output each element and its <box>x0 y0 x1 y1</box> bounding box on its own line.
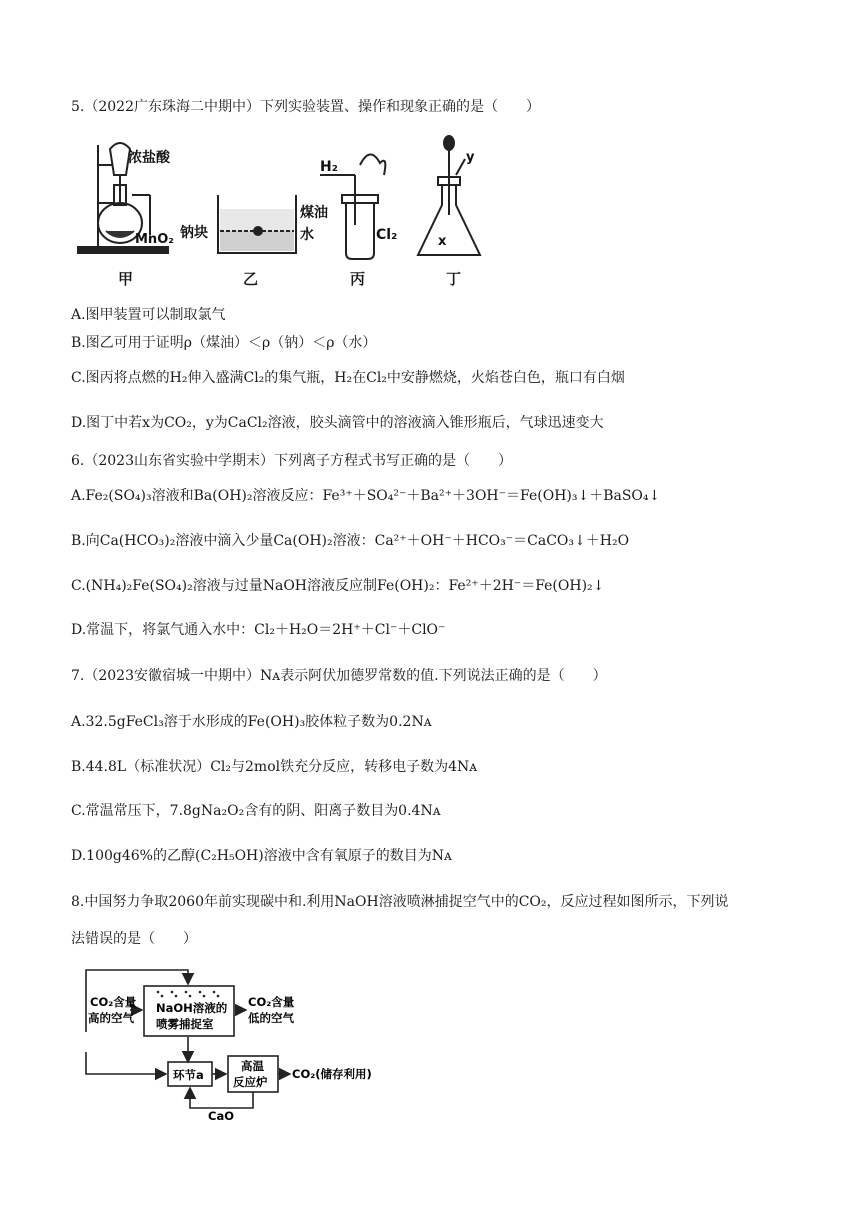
q8-furnace-1: 高温 <box>241 1059 264 1073</box>
q5-option-b: B.图乙可用于证明ρ（煤油）＜ρ（钠）＜ρ（水） <box>71 335 377 351</box>
apparatus-yi <box>218 195 296 253</box>
q8-low-air-2: 低的空气 <box>248 1011 294 1025</box>
q6-option-b: B.向Ca(HCO₃)₂溶液中滴入少量Ca(OH)₂溶液：Ca²⁺＋OH⁻＋HCO₃⁻＝CaCO₃↓＋H₂O <box>71 533 630 549</box>
label-x: x <box>438 234 447 249</box>
label-ding: 丁 <box>446 270 462 288</box>
q8-chamber-1: NaOH溶液的 <box>156 1001 228 1015</box>
q7-option-a: A.32.5gFeCl₃溶于水形成的Fe(OH)₃胶体粒子数为0.2Nᴀ <box>71 714 432 730</box>
q8-low-air-1: CO₂含量 <box>248 995 295 1009</box>
q7-option-c: C.常温常压下，7.8gNa₂O₂含有的阴、阳离子数目为0.4Nᴀ <box>71 803 441 819</box>
label-y: y <box>466 150 475 165</box>
q8-cao: CaO <box>208 1109 234 1122</box>
label-water: 水 <box>300 227 314 243</box>
q8-step-a: 环节a <box>173 1068 204 1082</box>
label-h2: H₂ <box>320 159 338 175</box>
q8-co2-out: CO₂(储存利用) <box>292 1067 372 1081</box>
q6-option-a: A.Fe₂(SO₄)₃溶液和Ba(OH)₂溶液反应：Fe³⁺＋SO₄²⁻＋Ba²⁺＋3OH⁻＝Fe(OH)₃↓＋BaSO₄↓ <box>71 488 661 504</box>
q6-option-c: C.(NH₄)₂Fe(SO₄)₂溶液与过量NaOH溶液反应制Fe(OH)₂：Fe²⁺＋2H⁻＝Fe(OH)₂↓ <box>71 578 605 594</box>
label-conc-hcl: 浓盐酸 <box>128 150 170 166</box>
q5-stem: 5.（2022广东珠海二中期中）下列实验装置、操作和现象正确的是（ ） <box>71 99 540 115</box>
q7-stem: 7.（2023安徽宿城一中期中）Nᴀ表示阿伏加德罗常数的值.下列说法正确的是（ ） <box>71 668 607 684</box>
q7-option-d: D.100g46%的乙醇(C₂H₅OH)溶液中含有氧原子的数目为Nᴀ <box>71 848 452 864</box>
q7-option-b: B.44.8L（标准状况）Cl₂与2mol铁充分反应，转移电子数为4Nᴀ <box>71 759 478 775</box>
q8-furnace-2: 反应炉 <box>233 1075 268 1089</box>
q8-stem-line2: 法错误的是（ ） <box>71 931 197 947</box>
label-bing: 丙 <box>350 270 366 288</box>
q8-chamber-2: 喷雾捕捉室 <box>156 1017 214 1031</box>
label-yi: 乙 <box>243 270 259 288</box>
q6-option-d: D.常温下，将氯气通入水中：Cl₂＋H₂O＝2H⁺＋Cl⁻＋ClO⁻ <box>71 622 446 638</box>
q8-process-diagram <box>80 962 380 1122</box>
q8-high-air-2: 高的空气 <box>88 1011 134 1025</box>
label-kerosene: 煤油 <box>300 205 328 221</box>
q5-option-a: A.图甲装置可以制取氯气 <box>71 307 226 323</box>
label-mno2: MnO₂ <box>135 232 174 247</box>
q8-stem-line1: 8.中国努力争取2060年前实现碳中和.利用NaOH溶液喷淋捕捉空气中的CO₂，反应过程如图所示，下列说 <box>71 894 729 910</box>
q5-option-d: D.图丁中若x为CO₂，y为CaCl₂溶液，胶头滴管中的溶液滴入锥形瓶后，气球迅速变大 <box>71 415 604 431</box>
label-jia: 甲 <box>118 270 134 288</box>
label-na-block: 钠块 <box>180 225 208 241</box>
q8-high-air-1: CO₂含量 <box>90 995 137 1009</box>
q6-stem: 6.（2023山东省实验中学期末）下列离子方程式书写正确的是（ ） <box>71 453 512 469</box>
q5-option-c: C.图丙将点燃的H₂伸入盛满Cl₂的集气瓶，H₂在Cl₂中安静燃烧，火焰苍白色，瓶口有白烟 <box>71 370 625 386</box>
label-cl2: Cl₂ <box>376 227 398 243</box>
